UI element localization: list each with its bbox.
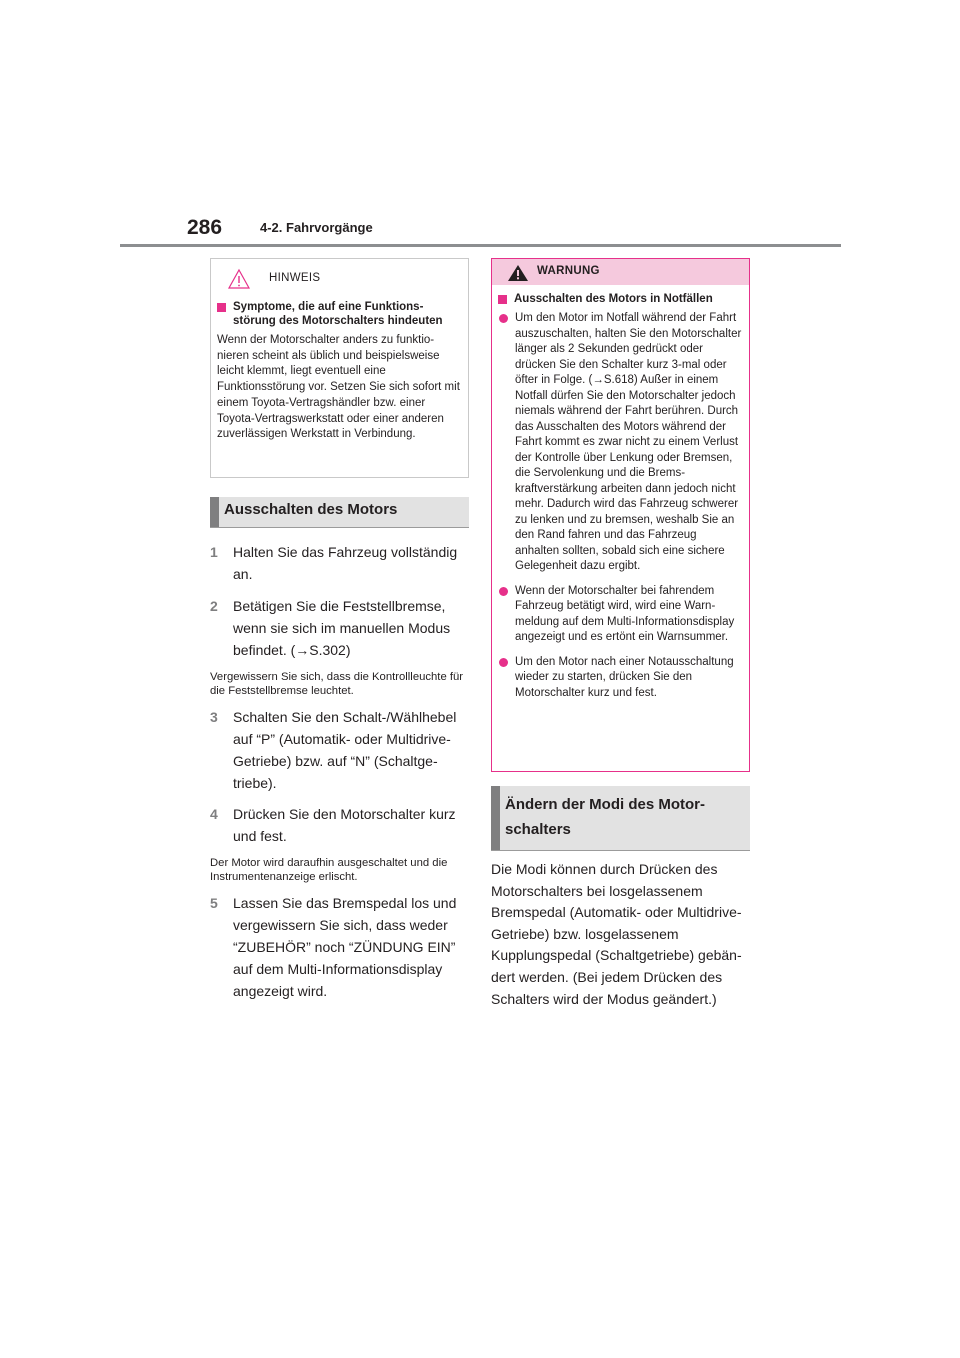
section-title: 4-2. Fahrvorgänge [260,220,373,235]
warning-content [492,285,749,701]
warning-box [491,258,750,772]
step-3 [210,706,469,794]
caution-triangle-icon [227,268,251,290]
step-text: Schalten Sie den Schalt-/Wählhebel auf “P” (Automatik- oder Multidrive-Getriebe) bzw. auf “N” (Schaltgetriebe). [233,709,457,791]
warning-heading-text: Ausschalten des Motors in Notfällen [514,293,713,305]
round-bullet-icon [499,587,508,596]
header-rule [120,244,841,247]
step-text: Lassen Sie das Bremspedal los und vergewissern Sie sich, dass weder “ZUBEHÖR” noch “ZÜNDUNG EIN” auf dem Multi-Informationsdisplay angezeigt wird. [233,895,457,999]
note-heading [217,300,462,328]
note-box [210,258,469,478]
heading-accent-bar [491,786,500,850]
section-heading-text: Ausschalten des Motors [224,501,398,518]
step-number: 3 [210,709,218,725]
warning-bullet [498,311,743,575]
warning-bullet-text: Um den Motor im Notfall während der Fahrt auszuschalten, halten Sie den Motorschalter länger als 2 Sekunden gedrückt oder drücken Sie den Schalter kurz 3-mal oder öfter in Folge. (→S.618) Außer in einem Notfall dürfen Sie den Motorschalter jedoch niemals während der Fahrt berühren. Durch das Ausschalten des Motors während der Fahrt kommt es zwar nicht zu einem Verlust der Kontrolle über Lenkung oder Bremsen, die Servolenkung und die Bremskraftverstärkung arbeiten dann jedoch nicht mehr. Dadurch wird das Fahrzeug schwerer zu lenken und zu bremsen, weshalb Sie an den Rand fahren und das Fahrzeug anhalten sollten, sobald sich eine sichere Gelegenheit dazu ergibt. [515,312,742,572]
note-header [217,266,462,292]
step-number: 1 [210,544,218,560]
left-column [210,258,469,1002]
step-2 [210,595,469,661]
warning-heading [498,292,743,306]
warning-triangle-icon [507,264,529,282]
note-text: Wenn der Motorschalter anders zu funktionieren scheint als üblich und beispielsweise leicht klemmt, liegt eventuell eine Funktionsstörung vor. Setzen Sie sich sofort mit einem Toyota-Vertragshändler bzw. einer Toyota-Vertragswerkstatt oder einer anderen zuverlässigen Werkstatt in Verbindung. [217,334,460,441]
square-bullet-icon [498,295,507,304]
warning-bullet-text: Um den Motor nach einer Notausschaltung wieder zu starten, drücken Sie den Motorschalter kurz und fest. [515,655,734,699]
section-heading-text: Ändern der Modi des Motorschalters [505,796,705,838]
step-2-note: Vergewissern Sie sich, dass die Kontrollleuchte für die Feststellbremse leuchtet. [210,671,464,697]
step-number: 5 [210,895,218,911]
note-heading-text: Symptome, die auf eine Funktionsstörung des Motorschalters hindeuten [233,301,443,327]
section-heading-ausschalten [210,497,469,528]
step-4 [210,803,469,847]
warning-bullet [498,655,743,702]
page-number: 286 [187,216,223,239]
step-text: Halten Sie das Fahrzeug vollständig an. [233,544,458,582]
round-bullet-icon [499,658,508,667]
right-column [491,258,750,1010]
warning-bullet-text: Wenn der Motorschalter bei fahrendem Fahrzeug betätigt wird, wird eine Warnmeldung auf dem Multi-Informationsdisplay angezeigt und es ertönt ein Warnsummer. [515,584,735,643]
section-heading-modi [491,786,750,851]
step-1 [210,541,469,585]
modes-paragraph: Die Modi können durch Drücken des Motorschalters bei losgelassenem Bremspedal (Automatik- oder Multidrive-Getriebe) bzw. losgelassenem Kupplungspedal (Schaltgetriebe) gebändert werden. (Bei jedem Drücken des Schalters wird der Modus geändert.) [491,861,742,1007]
step-number: 4 [210,806,218,822]
heading-accent-bar [210,497,219,527]
step-text: Betätigen Sie die Feststellbremse, wenn sie sich im manuellen Modus befindet. (→S.302) [233,598,451,658]
warning-bullet [498,584,743,646]
round-bullet-icon [499,314,508,323]
step-4-note: Der Motor wird daraufhin ausgeschaltet und die Instrumentenanzeige erlischt. [210,857,448,883]
warning-header [492,259,749,285]
warning-label: WARNUNG [537,265,600,277]
square-bullet-icon [217,303,226,312]
step-number: 2 [210,598,218,614]
step-text: Drücken Sie den Motorschalter kurz und fest. [233,806,456,844]
step-5 [210,892,469,1002]
note-label: HINWEIS [269,272,321,284]
